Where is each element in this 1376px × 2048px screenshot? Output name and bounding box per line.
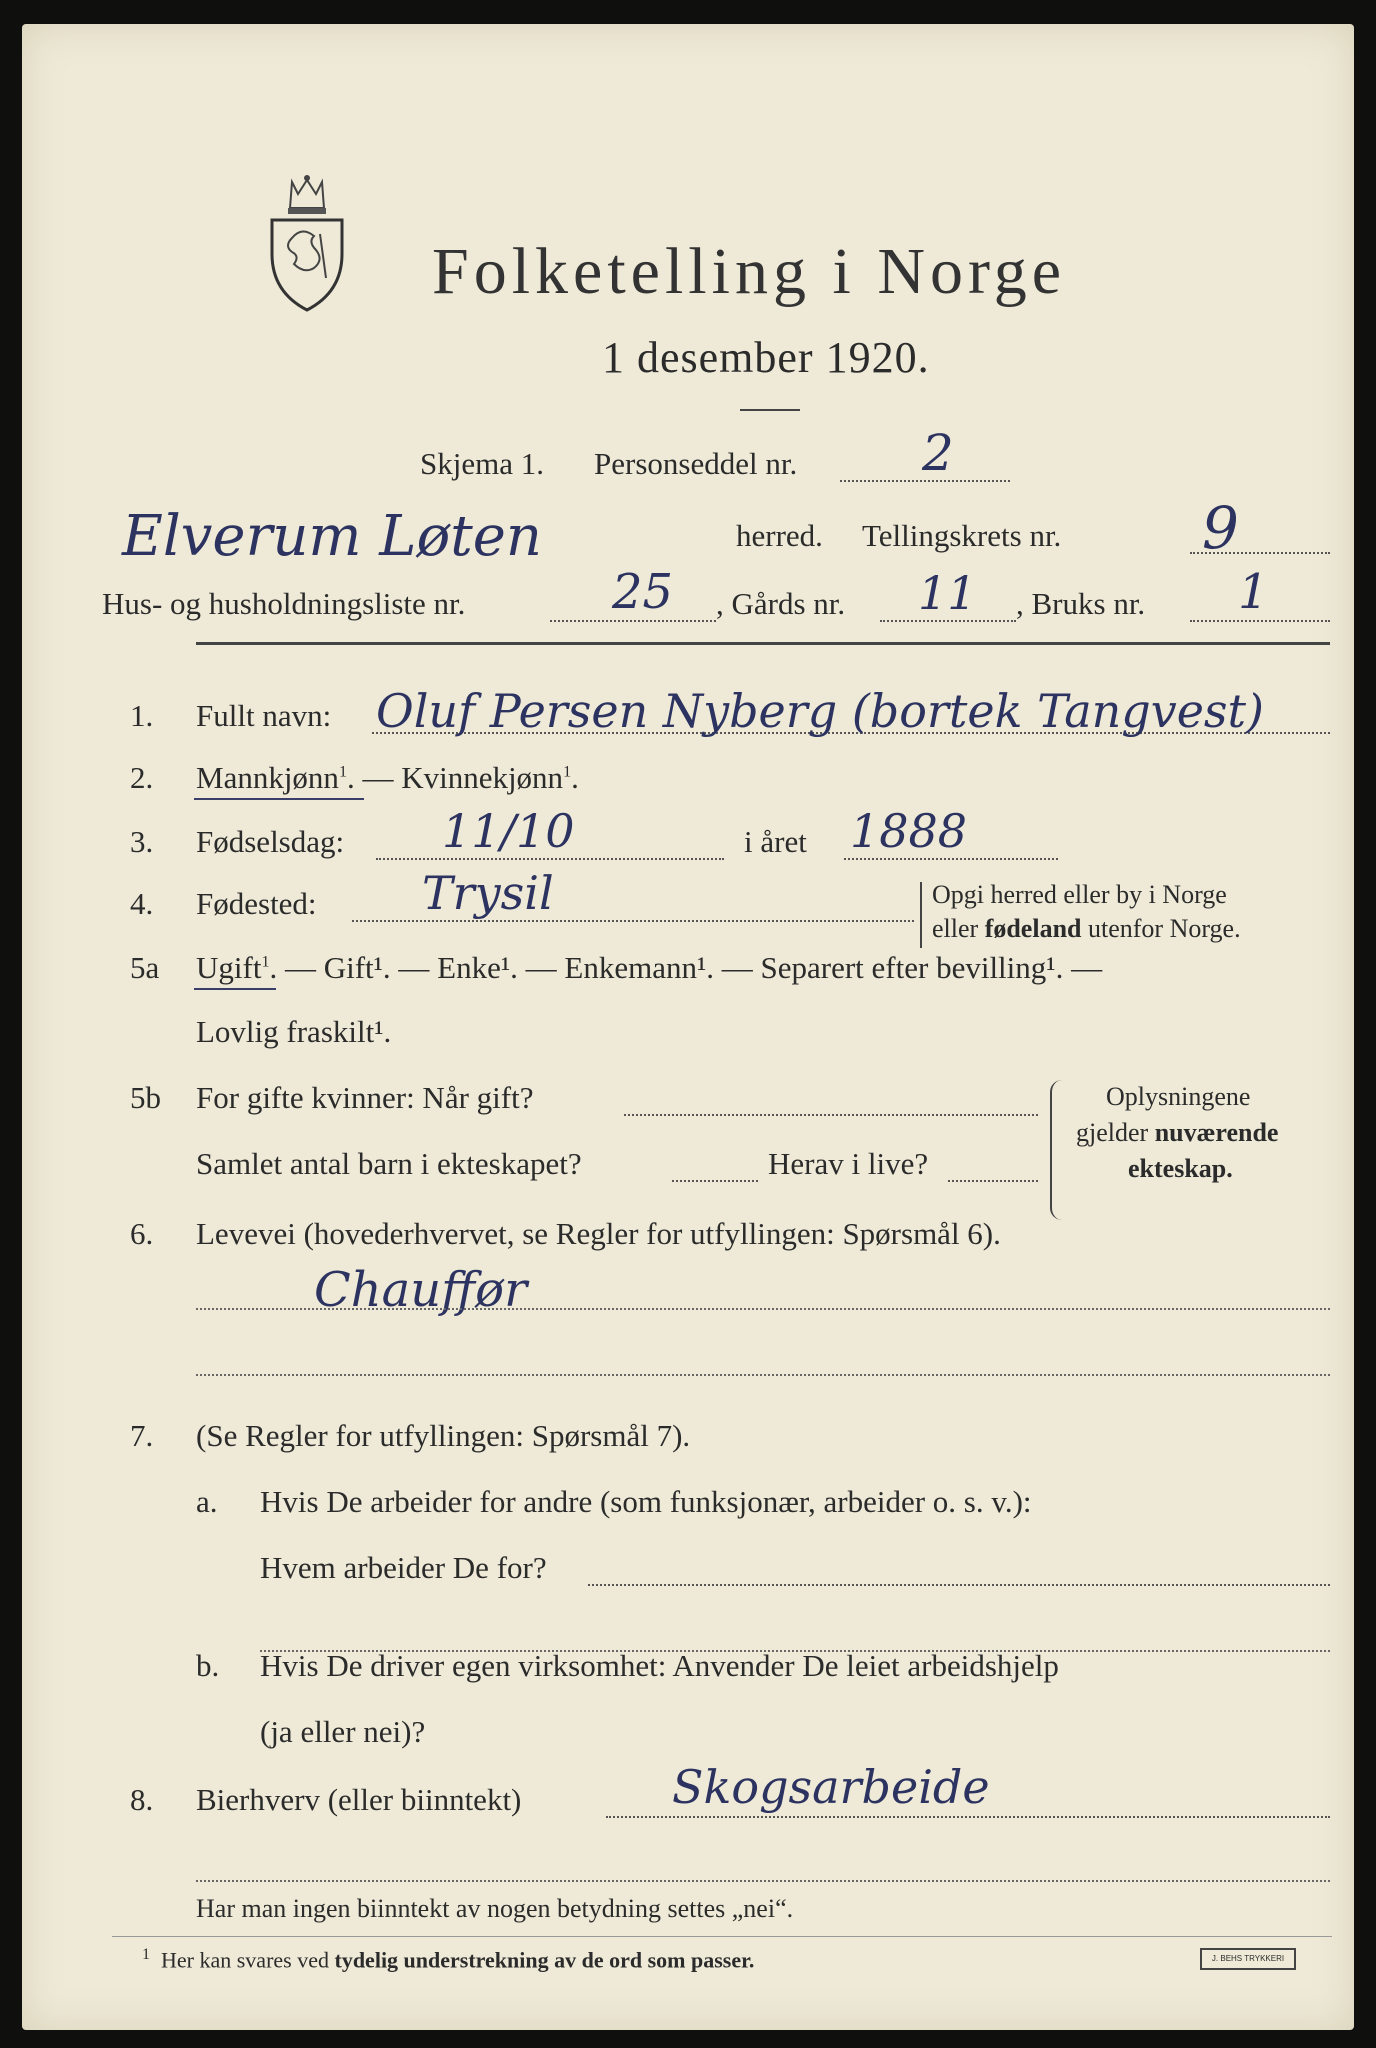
tellingskrets-value: 9 — [1202, 494, 1239, 562]
q4-line — [352, 920, 914, 922]
q4-value: Trysil — [422, 866, 554, 920]
q3-number: 3. — [130, 824, 154, 859]
q6-label: Levevei (hovederhvervet, se Regler for utfyllingen: Spørsmål 6). — [196, 1216, 1001, 1251]
q8-line — [606, 1816, 1330, 1818]
q5a-option-fraskilt[interactable]: Lovlig fraskilt¹. — [196, 1014, 392, 1049]
q3-day-value: 11/10 — [442, 804, 575, 858]
q4-note-bracket — [920, 882, 922, 948]
q5b-line2a-dots — [672, 1180, 758, 1182]
q5a-ugift-underline — [194, 988, 276, 990]
q2-male-option[interactable]: Mannkjønn — [196, 760, 339, 795]
gards-label: , Gårds nr. — [716, 586, 846, 621]
q1-number: 1. — [130, 698, 154, 733]
q4-note-line2: eller fødeland utenfor Norge. — [932, 914, 1241, 943]
q1-value: Oluf Persen Nyberg (bortek Tangvest) — [376, 684, 1264, 738]
personseddel-value: 2 — [922, 424, 954, 482]
q3-year-label: i året — [744, 824, 807, 859]
q5b-number: 5b — [130, 1080, 161, 1115]
form-title: Folketelling i Norge — [432, 235, 1067, 308]
q2-options: Mannkjønn$^1$. — Kvinnekjønn$^1$. — [196, 760, 579, 795]
q2-male-underline — [194, 798, 364, 800]
q3-label: Fødselsdag: — [196, 824, 345, 859]
husliste-line — [550, 620, 716, 622]
q5b-line2b: Herav i live? — [768, 1146, 929, 1181]
q3-year-value: 1888 — [850, 804, 968, 858]
q7b-line1: Hvis De driver egen virksomhet: Anvender De leiet arbeidshjelp — [260, 1648, 1059, 1683]
q8-number: 8. — [130, 1782, 154, 1817]
q4-number: 4. — [130, 886, 154, 921]
q5b-line1-dots — [624, 1114, 1038, 1116]
q3-year-line — [844, 858, 1058, 860]
q4-note-line1: Opgi herred eller by i Norge — [932, 880, 1227, 909]
q4-label: Fødested: — [196, 886, 317, 921]
title-divider — [740, 409, 800, 411]
census-date: 1 desember 1920. — [602, 333, 930, 382]
q5b-line1: For gifte kvinner: Når gift? — [196, 1080, 534, 1115]
q5b-line2a: Samlet antal barn i ekteskapet? — [196, 1146, 582, 1181]
footer-note: Har man ingen biinntekt av nogen betydning settes „nei“. — [196, 1894, 794, 1923]
q6-value: Chauffør — [314, 1262, 528, 1318]
q8-extra-line — [196, 1880, 1330, 1882]
coat-of-arms-icon — [262, 174, 352, 314]
q7a-line2: Hvem arbeider De for? — [260, 1550, 547, 1585]
q5a-number: 5a — [130, 950, 160, 985]
schema-label: Skjema 1. — [420, 446, 544, 481]
q7a-line2-dots — [588, 1584, 1330, 1586]
bruks-label: , Bruks nr. — [1016, 586, 1146, 621]
q7-number: 7. — [130, 1418, 154, 1453]
footnote-divider — [112, 1936, 1332, 1937]
husliste-value: 25 — [612, 564, 674, 620]
q8-value: Skogsarbeide — [672, 1760, 990, 1814]
q1-label: Fullt navn: — [196, 698, 332, 733]
footnote: $^1$ Her kan svares ved tydelig understrekning av de ord som passer. — [142, 1946, 755, 1973]
q2-female-option[interactable]: Kvinnekjønn — [401, 760, 564, 795]
q7a-letter: a. — [196, 1484, 218, 1519]
q6-number: 6. — [130, 1216, 154, 1251]
census-form — [22, 24, 1354, 2030]
q5b-note-line2: gjelder nuværende — [1076, 1118, 1279, 1147]
gards-line — [880, 620, 1016, 622]
q5a-options: Ugift$^1$. — Gift¹. — Enke¹. — Enkemann¹. — Separert efter bevilling¹. — — [196, 950, 1103, 985]
herred-label: herred. — [736, 518, 823, 553]
q7b-line2: (ja eller nei)? — [260, 1714, 426, 1749]
q8-label: Bierhverv (eller biinntekt) — [196, 1782, 522, 1817]
q5b-note-line3: ekteskap. — [1128, 1154, 1233, 1183]
tellingskrets-label: Tellingskrets nr. — [862, 518, 1062, 553]
herred-value: Elverum Løten — [122, 504, 542, 569]
q7a-line1: Hvis De arbeider for andre (som funksjonær, arbeider o. s. v.): — [260, 1484, 1032, 1519]
q7-label: (Se Regler for utfyllingen: Spørsmål 7). — [196, 1418, 691, 1453]
gards-value: 11 — [918, 566, 977, 620]
q2-number: 2. — [130, 760, 154, 795]
bruks-line — [1190, 620, 1330, 622]
q7b-letter: b. — [196, 1648, 220, 1683]
printer-stamp: J. BEHS TRYKKERI — [1200, 1948, 1296, 1970]
personseddel-label: Personseddel nr. — [594, 446, 798, 481]
q6-line1 — [196, 1308, 1330, 1310]
q5a-ugift-option[interactable]: Ugift — [196, 950, 262, 985]
husliste-label: Hus- og husholdningsliste nr. — [102, 586, 466, 621]
q5b-line2b-dots — [948, 1180, 1038, 1182]
header-rule — [196, 642, 1330, 645]
bruks-value: 1 — [1238, 564, 1269, 620]
q5b-note-line1: Oplysningene — [1106, 1082, 1251, 1111]
q6-line2 — [196, 1374, 1330, 1376]
q5b-note-brace — [1050, 1080, 1066, 1220]
q3-day-line — [376, 858, 724, 860]
